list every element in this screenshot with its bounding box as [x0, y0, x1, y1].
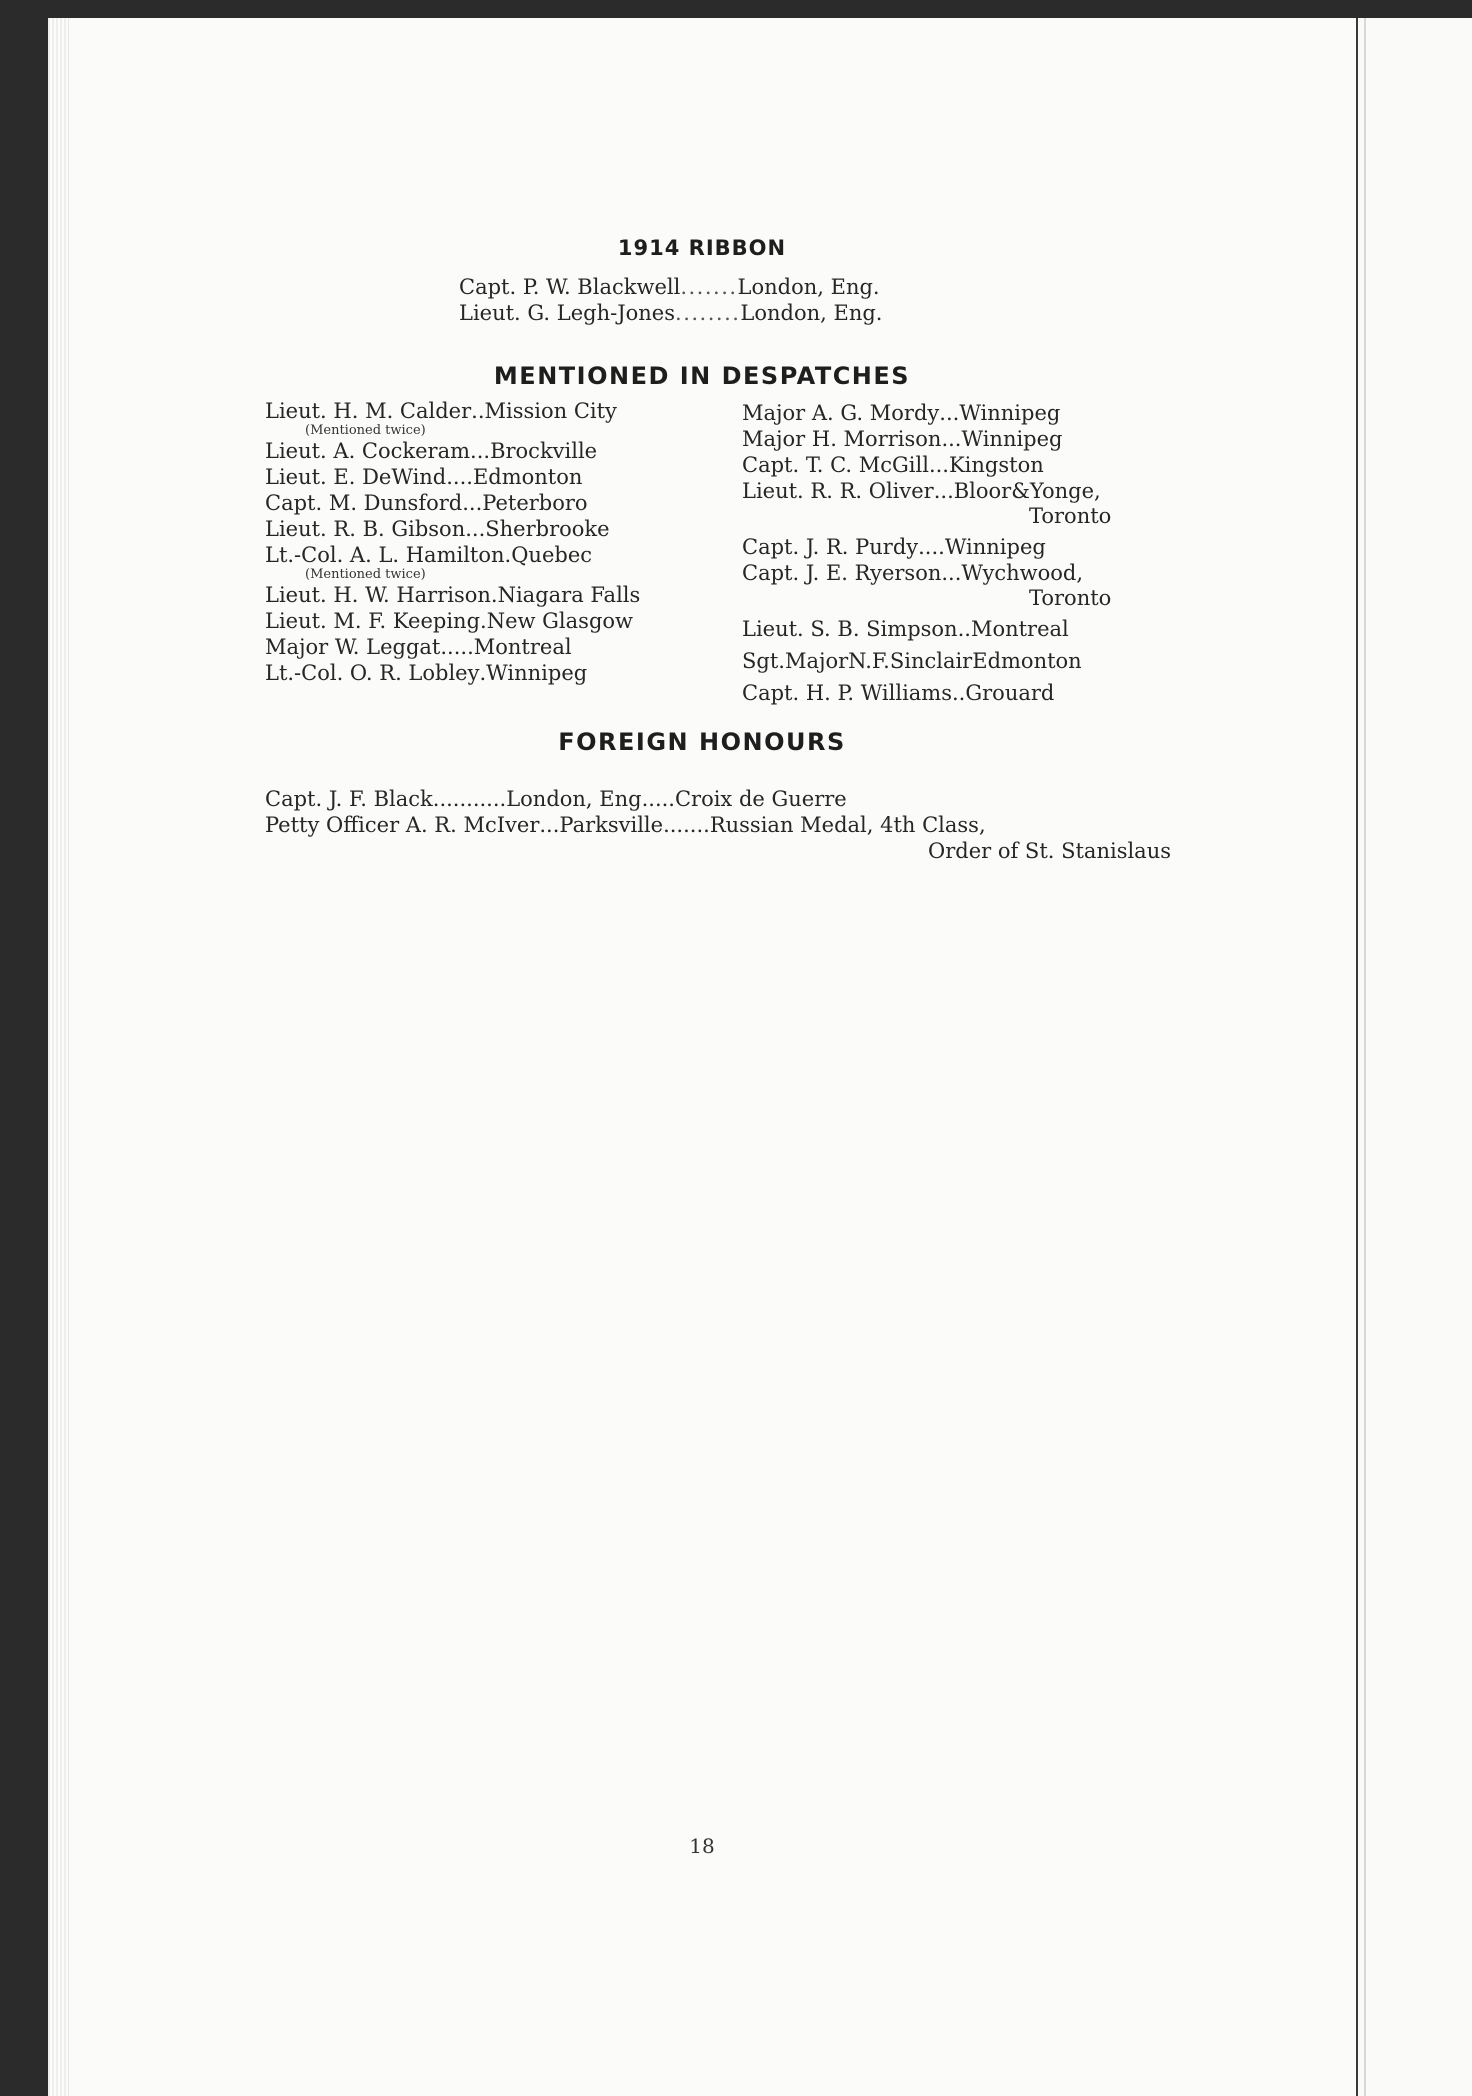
leader-dots: ..... [440, 635, 474, 659]
leader-dots: ... [933, 479, 954, 503]
leader-dots: . [480, 609, 487, 633]
recipient-place: Montreal [473, 635, 572, 659]
despatch-entry [265, 438, 785, 464]
recipient-place: Winnipeg [961, 427, 1063, 451]
page-gutter [1364, 18, 1366, 2096]
despatch-entry [742, 680, 1262, 706]
recipient-name: Capt. T. C. McGill [742, 453, 929, 477]
despatch-entry [742, 648, 1262, 674]
leader-dots: ....... [663, 813, 710, 837]
leader-dots: ... [928, 453, 949, 477]
recipient-name: Major W. Leggat [265, 635, 441, 659]
recipient-place: Montreal [970, 617, 1069, 641]
recipient-name: Lieut. S. B. Simpson [742, 617, 958, 641]
recipient-name: Lieut. E. DeWind [265, 465, 447, 489]
recipient-name: Lieut. A. Cockeram [265, 439, 471, 463]
leader-dots: ... [941, 561, 962, 585]
recipient-name: Major H. Morrison [742, 427, 942, 451]
honour-name: Russian Medal, 4th Class, [709, 813, 986, 837]
leader-dots: .... [918, 535, 945, 559]
leader-dots: ....... [680, 275, 738, 299]
recipient-place: Winnipeg [944, 535, 1046, 559]
despatch-entry [265, 582, 785, 608]
leader-dots: . [490, 583, 498, 607]
recipient-name: Capt. J. R. Purdy [742, 535, 919, 559]
recipient-name: Capt. H. P. Williams [742, 681, 952, 705]
recipient-place: Sherbrooke [485, 517, 610, 541]
recipient-name: Major A. G. Mordy [742, 401, 940, 425]
despatches-left-column [265, 398, 785, 686]
heading-foreign-honours: FOREIGN HONOURS [558, 728, 846, 756]
despatch-entry [265, 608, 785, 634]
recipient-name: Capt. M. Dunsford [265, 491, 463, 515]
despatch-entry [265, 542, 785, 582]
heading-1914-ribbon: 1914 RIBBON [617, 236, 787, 260]
leader-dots: ... [939, 401, 960, 425]
despatch-entry [742, 452, 1262, 478]
despatch-entry [265, 634, 785, 660]
recipient-name: Capt. P. W. Blackwell [459, 275, 681, 299]
despatch-entry [742, 560, 1262, 610]
despatch-entry [265, 490, 785, 516]
recipient-place: London, Eng. [506, 787, 649, 811]
foreign-honour-row [265, 786, 1171, 812]
recipient-name: Petty Officer A. R. McIver [265, 813, 540, 837]
recipient-place: New Glasgow [486, 609, 634, 633]
recipient-place: London, Eng. [737, 275, 880, 299]
recipient-place: Kingston [948, 453, 1044, 477]
recipient-place: Wychwood, [961, 561, 1084, 585]
recipient-place: Bloor&Yonge, [953, 479, 1101, 503]
place-continuation: Toronto [1029, 586, 1112, 610]
despatch-entry [265, 464, 785, 490]
recipient-place: Brockville [490, 439, 598, 463]
recipient-place: Winnipeg [959, 401, 1061, 425]
recipient-name: Capt. J. F. Black [265, 787, 433, 811]
place-continuation: Toronto [1029, 504, 1112, 528]
leader-dots: .. [471, 399, 485, 423]
adjacent-page [1356, 18, 1472, 2096]
honour-continuation: Order of St. Stanislaus [928, 839, 1172, 863]
foreign-honour-row [265, 812, 1171, 838]
recipient-place: Parksville [559, 813, 664, 837]
despatch-entry [742, 616, 1262, 642]
leader-dots: .... [648, 787, 675, 811]
despatch-entry [265, 398, 785, 438]
recipient-name: Lieut. M. F. Keeping [265, 609, 481, 633]
leader-dots: ... [470, 439, 491, 463]
leader-dots: ... [462, 491, 483, 515]
mention-note: (Mentioned twice) [305, 567, 426, 582]
recipient-place: Edmonton [972, 649, 1082, 673]
recipient-place: Mission City [484, 399, 617, 423]
recipient-place: Winnipeg [486, 661, 588, 685]
leader-dots: . [504, 543, 512, 567]
despatches-right-column [742, 400, 1262, 706]
recipient-place: Grouard [965, 681, 1055, 705]
despatch-entry [742, 534, 1262, 560]
ribbon-row [459, 274, 882, 300]
recipient-place: Peterboro [482, 491, 588, 515]
recipient-name: Lieut. H. M. Calder [265, 399, 472, 423]
despatch-entry [742, 478, 1262, 528]
recipient-name: Lieut. R. B. Gibson [265, 517, 466, 541]
despatch-entry [265, 516, 785, 542]
recipient-name: Capt. J. E. Ryerson [742, 561, 942, 585]
recipient-name: Lt.-Col. O. R. Lobley [265, 661, 480, 685]
leader-dots: . [479, 661, 487, 685]
leader-dots: ........ [675, 301, 741, 325]
recipient-name: Lieut. H. W. Harrison [265, 583, 491, 607]
mention-note: (Mentioned twice) [305, 423, 426, 438]
leader-dots: ... [539, 813, 560, 837]
despatch-entry [265, 660, 785, 686]
heading-mentioned-in-despatches: MENTIONED IN DESPATCHES [493, 362, 911, 390]
recipient-place: London, Eng. [740, 301, 883, 325]
despatch-entry [742, 400, 1262, 426]
page-number: 18 [689, 1834, 715, 1858]
recipient-name: Lieut. G. Legh-Jones [459, 301, 676, 325]
recipient-name: Sgt.MajorN.F.Sinclair [742, 649, 973, 673]
despatch-entry [742, 426, 1262, 452]
honour-name: Croix de Guerre [674, 787, 847, 811]
leader-dots: .. [957, 617, 971, 641]
ribbon-list [459, 274, 882, 326]
recipient-name: Lieut. R. R. Oliver [742, 479, 934, 503]
recipient-place: Quebec [511, 543, 593, 567]
leader-dots: .... [446, 465, 473, 489]
foreign-honours-list [265, 786, 1171, 864]
recipient-name: Lt.-Col. A. L. Hamilton [265, 543, 505, 567]
recipient-place: Niagara Falls [497, 583, 641, 607]
leader-dots: ... [465, 517, 486, 541]
leader-dots: .. [952, 681, 966, 705]
page-edges [48, 18, 69, 2096]
leader-dots: ... [941, 427, 962, 451]
ribbon-row [459, 300, 882, 326]
leader-dots: ........... [432, 787, 507, 811]
book-page [48, 18, 1356, 2096]
recipient-place: Edmonton [472, 465, 583, 489]
